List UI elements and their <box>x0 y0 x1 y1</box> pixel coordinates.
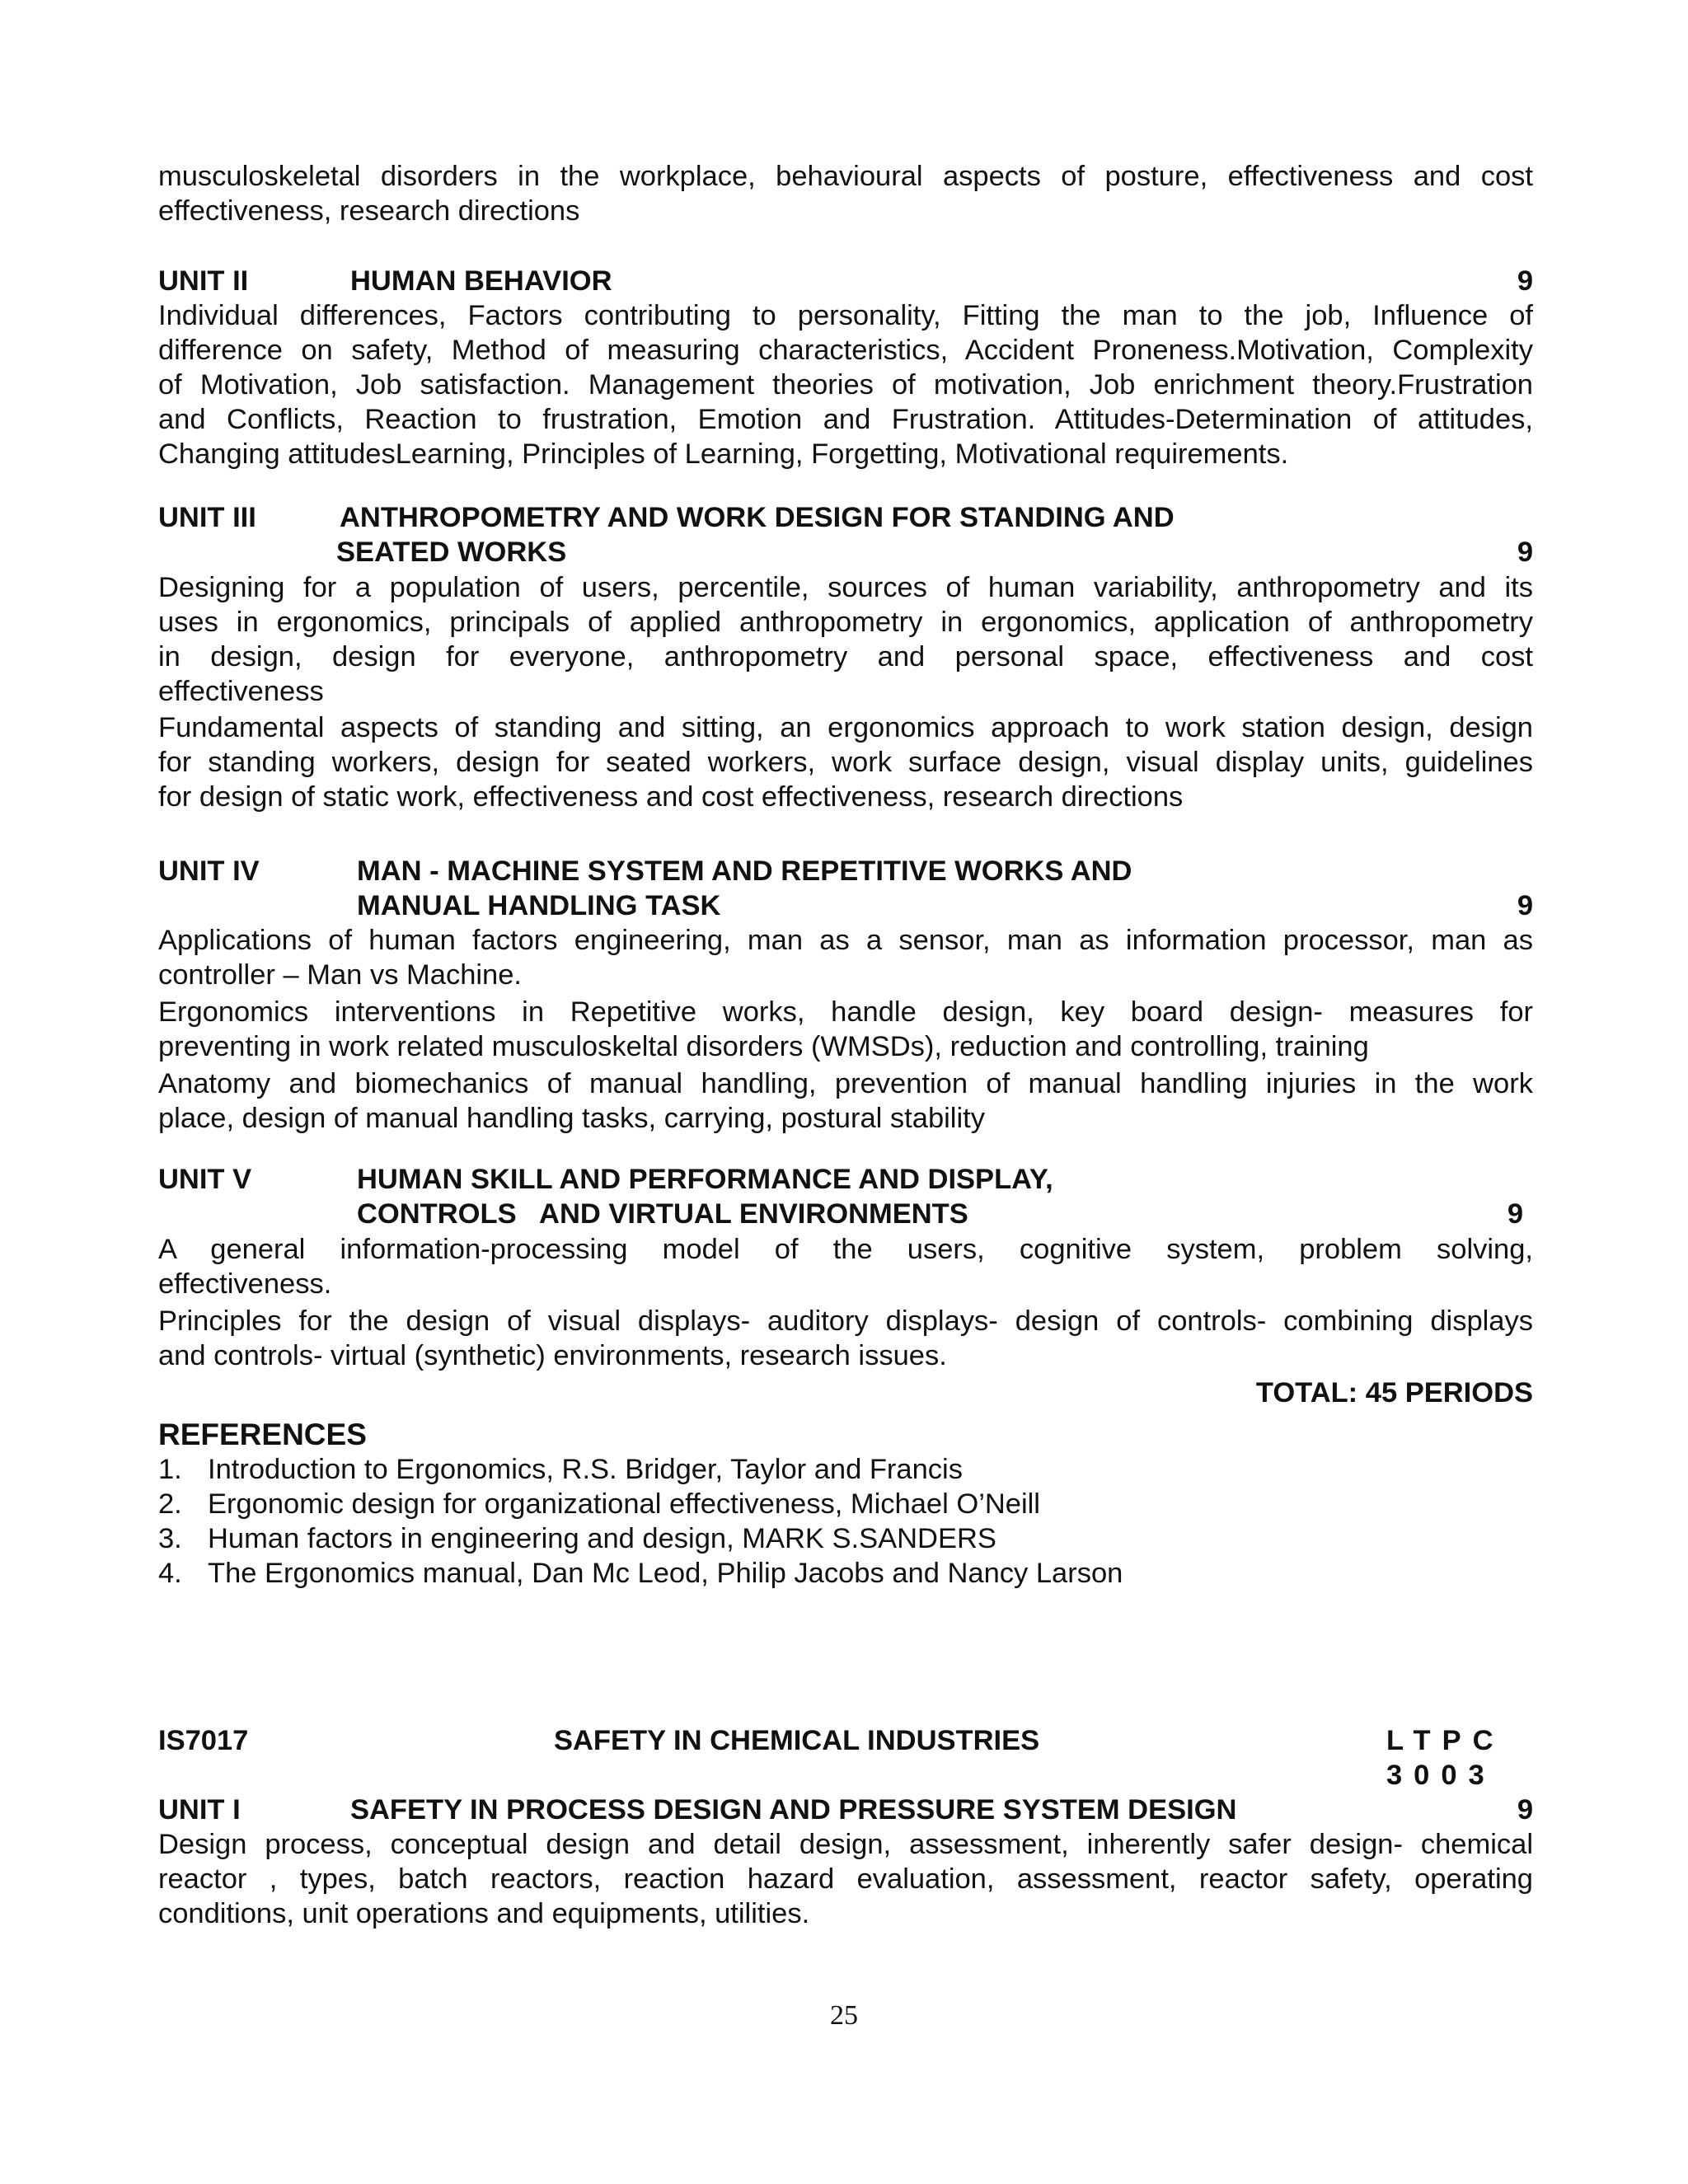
text-line: Fundamental aspects of standing and sitting, an ergonomics approach to work station design, design <box>158 712 1533 743</box>
unit-label: UNIT II <box>158 265 249 297</box>
unit-hours: 9 <box>1517 537 1533 568</box>
unit-title: HUMAN BEHAVIOR <box>350 265 612 297</box>
unit-title: MAN - MACHINE SYSTEM AND REPETITIVE WORKS AND <box>357 855 1132 887</box>
ltpc-header: LTPC <box>1386 1725 1505 1756</box>
reference-item: Introduction to Ergonomics, R.S. Bridger, Taylor and Francis <box>208 1454 963 1485</box>
text-line: controller – Man vs Machine. <box>158 959 523 991</box>
unit-label: UNIT V <box>158 1164 252 1195</box>
text-line: uses in ergonomics, principals of applied anthropometry in ergonomics, application of anthropometry <box>158 607 1533 638</box>
unit-hours: 9 <box>1517 890 1533 921</box>
text-line: difference on safety, Method of measuring characteristics, Accident Proneness.Motivation, Complexity <box>158 335 1533 366</box>
reference-number: 2. <box>158 1488 182 1520</box>
unit-label: UNIT IV <box>158 855 260 887</box>
unit-hours: 9 <box>1517 1794 1533 1825</box>
text-line: in design, design for everyone, anthropometry and personal space, effectiveness and cost <box>158 641 1533 673</box>
reference-item: Human factors in engineering and design, MARK S.SANDERS <box>208 1523 996 1554</box>
text-line: of Motivation, Job satisfaction. Management theories of motivation, Job enrichment theory.Frustration <box>158 369 1533 401</box>
unit-title: SEATED WORKS <box>336 537 567 568</box>
references-heading: REFERENCES <box>158 1418 367 1451</box>
text-line: A general information-processing model of the users, cognitive system, problem solving, <box>158 1234 1533 1265</box>
text-line: reactor , types, batch reactors, reaction hazard evaluation, assessment, reactor safety, operating <box>158 1863 1533 1895</box>
unit-title: HUMAN SKILL AND PERFORMANCE AND DISPLAY, <box>357 1164 1053 1195</box>
unit-label: UNIT III <box>158 502 256 533</box>
page-number: 25 <box>830 2000 858 2031</box>
reference-number: 3. <box>158 1523 182 1554</box>
text-line: and controls- virtual (synthetic) environments, research issues. <box>158 1340 947 1371</box>
text-line: Principles for the design of visual displays- auditory displays- design of controls- combining displays <box>158 1305 1533 1337</box>
total-periods: TOTAL: 45 PERIODS <box>1255 1377 1533 1408</box>
text-line: effectiveness. <box>158 1268 332 1300</box>
text-line: conditions, unit operations and equipments, utilities. <box>158 1898 810 1929</box>
text-line: Anatomy and biomechanics of manual handling, prevention of manual handling injuries in the work <box>158 1068 1533 1099</box>
unit-title: ANTHROPOMETRY AND WORK DESIGN FOR STANDING AND <box>340 502 1175 533</box>
text-line: musculoskeletal disorders in the workplace, behavioural aspects of posture, effectiveness and cost <box>158 161 1533 192</box>
unit-title: SAFETY IN PROCESS DESIGN AND PRESSURE SYSTEM DESIGN <box>350 1794 1237 1825</box>
unit-label: UNIT I <box>158 1794 241 1825</box>
text-line: Designing for a population of users, percentile, sources of human variability, anthropometry and its <box>158 572 1533 603</box>
text-line: preventing in work related musculoskeltal disorders (WMSDs), reduction and controlling, training <box>158 1031 1369 1062</box>
text-line: Changing attitudesLearning, Principles of Learning, Forgetting, Motivational requirements. <box>158 438 1289 470</box>
unit-title: MANUAL HANDLING TASK <box>357 890 721 921</box>
course-code: IS7017 <box>158 1725 249 1756</box>
text-line: Applications of human factors engineering, man as a sensor, man as information processor, man as <box>158 925 1533 956</box>
text-line: Ergonomics interventions in Repetitive works, handle design, key board design- measures for <box>158 996 1533 1028</box>
unit-title: CONTROLS AND VIRTUAL ENVIRONMENTS <box>357 1198 968 1230</box>
text-line: Individual differences, Factors contributing to personality, Fitting the man to the job, Influence of <box>158 300 1533 331</box>
text-line: for design of static work, effectiveness and cost effectiveness, research directions <box>158 781 1184 813</box>
reference-item: Ergonomic design for organizational effectiveness, Michael O’Neill <box>208 1488 1040 1520</box>
ltpc-values: 3003 <box>1386 1760 1496 1791</box>
reference-number: 1. <box>158 1454 182 1485</box>
unit-hours: 9 <box>1517 265 1533 297</box>
reference-item: The Ergonomics manual, Dan Mc Leod, Philip Jacobs and Nancy Larson <box>208 1558 1123 1589</box>
text-line: effectiveness, research directions <box>158 195 580 227</box>
course-title: SAFETY IN CHEMICAL INDUSTRIES <box>554 1725 1040 1756</box>
text-line: Design process, conceptual design and detail design, assessment, inherently safer design- chemical <box>158 1829 1533 1860</box>
text-line: for standing workers, design for seated workers, work surface design, visual display units, guidelines <box>158 747 1533 778</box>
text-line: place, design of manual handling tasks, carrying, postural stability <box>158 1103 985 1134</box>
reference-number: 4. <box>158 1558 182 1589</box>
unit-hours: 9 <box>1507 1198 1523 1230</box>
text-line: and Conflicts, Reaction to frustration, Emotion and Frustration. Attitudes-Determination of attitudes, <box>158 404 1533 435</box>
text-line: effectiveness <box>158 676 324 707</box>
